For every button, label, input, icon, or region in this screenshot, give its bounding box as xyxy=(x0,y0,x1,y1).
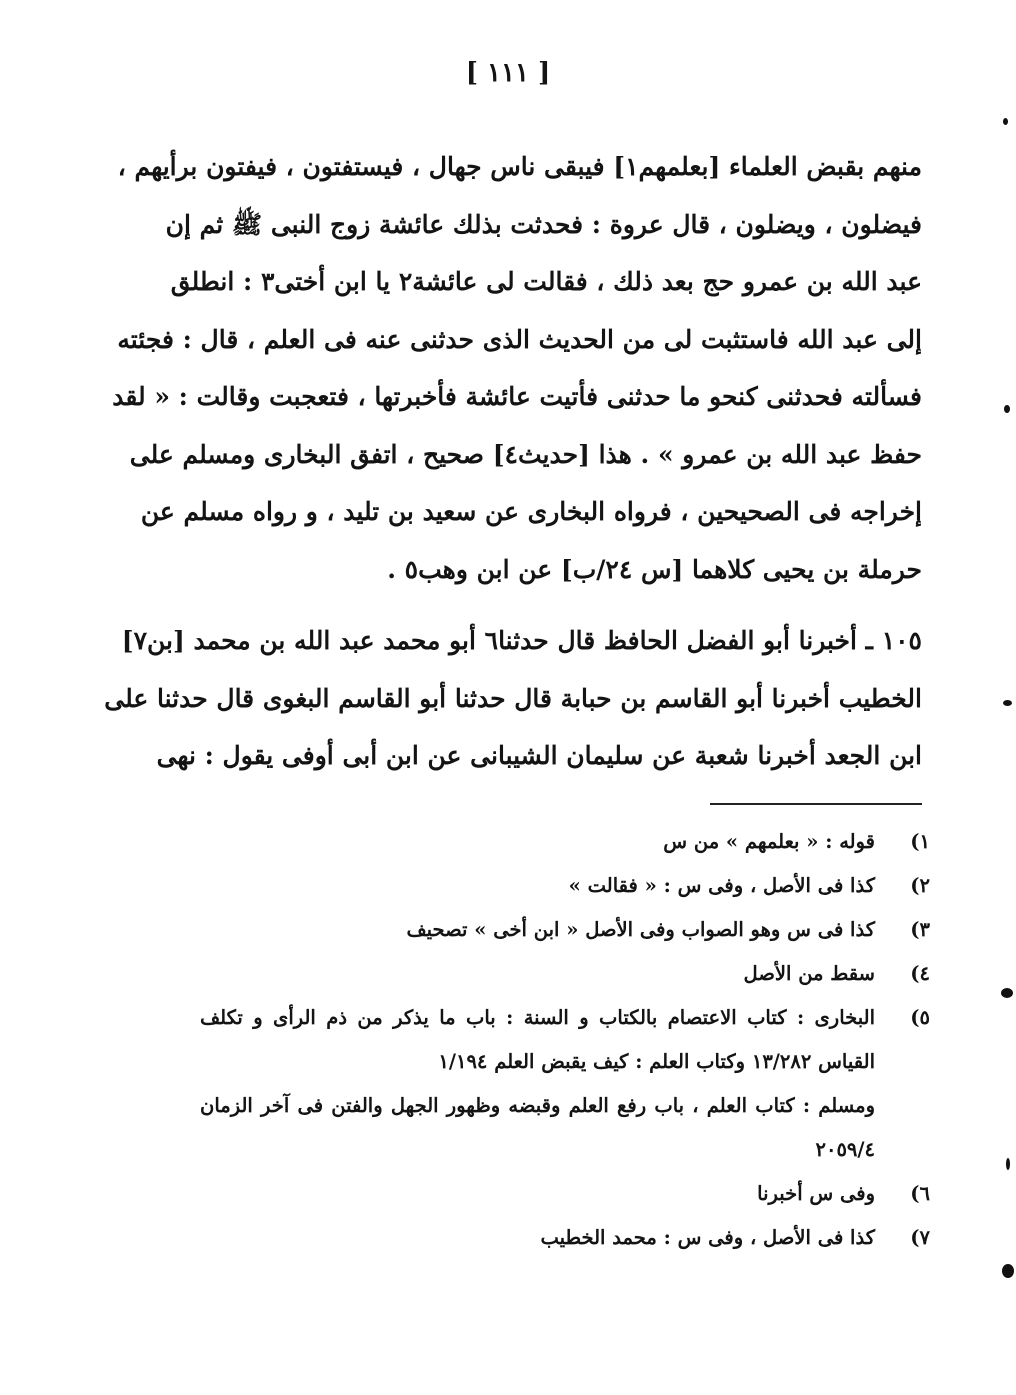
footnote-2 xyxy=(200,864,930,908)
footnote-divider xyxy=(710,803,922,805)
footnote-4 xyxy=(200,952,930,996)
scan-speck xyxy=(1002,1264,1014,1278)
footnote-number: ٢) xyxy=(910,874,930,897)
text-line: إلى عبد الله فاستثبت لى من الحديث الذى حدثنى عنه فى العلم ، قال : فجئته xyxy=(117,324,922,354)
footnote-text: القياس ١٣/٢٨٢ وكتاب العلم : كيف يقبض العلم ١/١٩٤ xyxy=(438,1050,875,1073)
footnote-text: قوله : « بعلمهم » من س xyxy=(663,830,875,853)
scan-speck xyxy=(1003,700,1012,706)
scan-speck xyxy=(1001,988,1013,998)
text-line: الخطيب أخبرنا أبو القاسم بن حبابة قال حدثنا أبو القاسم البغوى قال حدثنا على xyxy=(104,683,922,713)
page-number: [ ١١١ ] xyxy=(465,58,551,88)
footnote-text: ٢٠٥٩/٤ xyxy=(815,1138,875,1161)
footnote-6 xyxy=(200,1172,930,1216)
text-line-last: حرملة بن يحيى كلاهما [س ٢٤/ب] عن ابن وهب٥ . xyxy=(387,554,922,584)
footnotes xyxy=(200,820,930,1260)
text-line: حفظ عبد الله بن عمرو » . هذا [حديث٤] صحيح ، اتفق البخارى ومسلم على xyxy=(129,439,922,469)
footnote-number: ٥) xyxy=(910,1006,930,1029)
footnote-number: ١) xyxy=(910,830,930,853)
text-line: ابن الجعد أخبرنا شعبة عن سليمان الشيبانى عن ابن أبى أوفى يقول : نهى xyxy=(156,741,922,770)
paragraph-gap xyxy=(200,598,922,612)
footnote-1 xyxy=(200,820,930,864)
text-line: عبد الله بن عمرو حج بعد ذلك ، فقالت لى عائشة٢ يا ابن أختى٣ : انطلق xyxy=(170,267,922,296)
footnote-text: وفى س أخبرنا xyxy=(757,1182,875,1205)
text-line: فيضلون ، ويضلون ، قال عروة : فحدثت بذلك عائشة زوج النبى ﷺ ثم إن xyxy=(165,209,922,239)
text-line: فسألته فحدثنى كنحو ما حدثنى فأتيت عائشة فأخبرتها ، فتعجبت وقالت : « لقد xyxy=(112,382,922,411)
footnote-number: ٤) xyxy=(910,962,930,985)
scan-speck xyxy=(1004,405,1010,413)
footnote-7 xyxy=(200,1216,930,1260)
footnote-text: البخارى : كتاب الاعتصام بالكتاب و السنة : باب ما يذكر من ذم الرأى و تكلف xyxy=(200,1006,875,1029)
scan-speck xyxy=(1006,1158,1010,1170)
text-line: ١٠٥ ـ أخبرنا أبو الفضل الحافظ قال حدثنا٦ أبو محمد عبد الله بن محمد [بن٧] xyxy=(121,626,922,655)
footnote-text: سقط من الأصل xyxy=(743,962,875,985)
footnote-text: كذا فى س وهو الصواب وفى الأصل « ابن أخى » تصحيف xyxy=(406,918,875,941)
main-text xyxy=(104,138,922,785)
footnote-number: ٣) xyxy=(910,918,930,941)
footnote-number: ٦) xyxy=(910,1182,930,1205)
text-line: منهم بقبض العلماء [بعلمهم١] فيبقى ناس جهال ، فيستفتون ، فيفتون برأيهم ، xyxy=(117,152,922,181)
footnote-text: ومسلم : كتاب العلم ، باب رفع العلم وقبضه وظهور الجهل والفتن فى آخر الزمان xyxy=(200,1094,875,1117)
footnote-3 xyxy=(200,908,930,952)
footnote-text: كذا فى الأصل ، وفى س : « فقالت » xyxy=(568,874,875,897)
scan-speck xyxy=(1003,118,1008,125)
footnote-number: ٧) xyxy=(910,1226,930,1249)
footnote-5 xyxy=(200,996,930,1172)
footnote-text: كذا فى الأصل ، وفى س : محمد الخطيب xyxy=(540,1226,875,1249)
text-line: إخراجه فى الصحيحين ، فرواه البخارى عن سعيد بن تليد ، و رواه مسلم عن xyxy=(140,497,922,526)
